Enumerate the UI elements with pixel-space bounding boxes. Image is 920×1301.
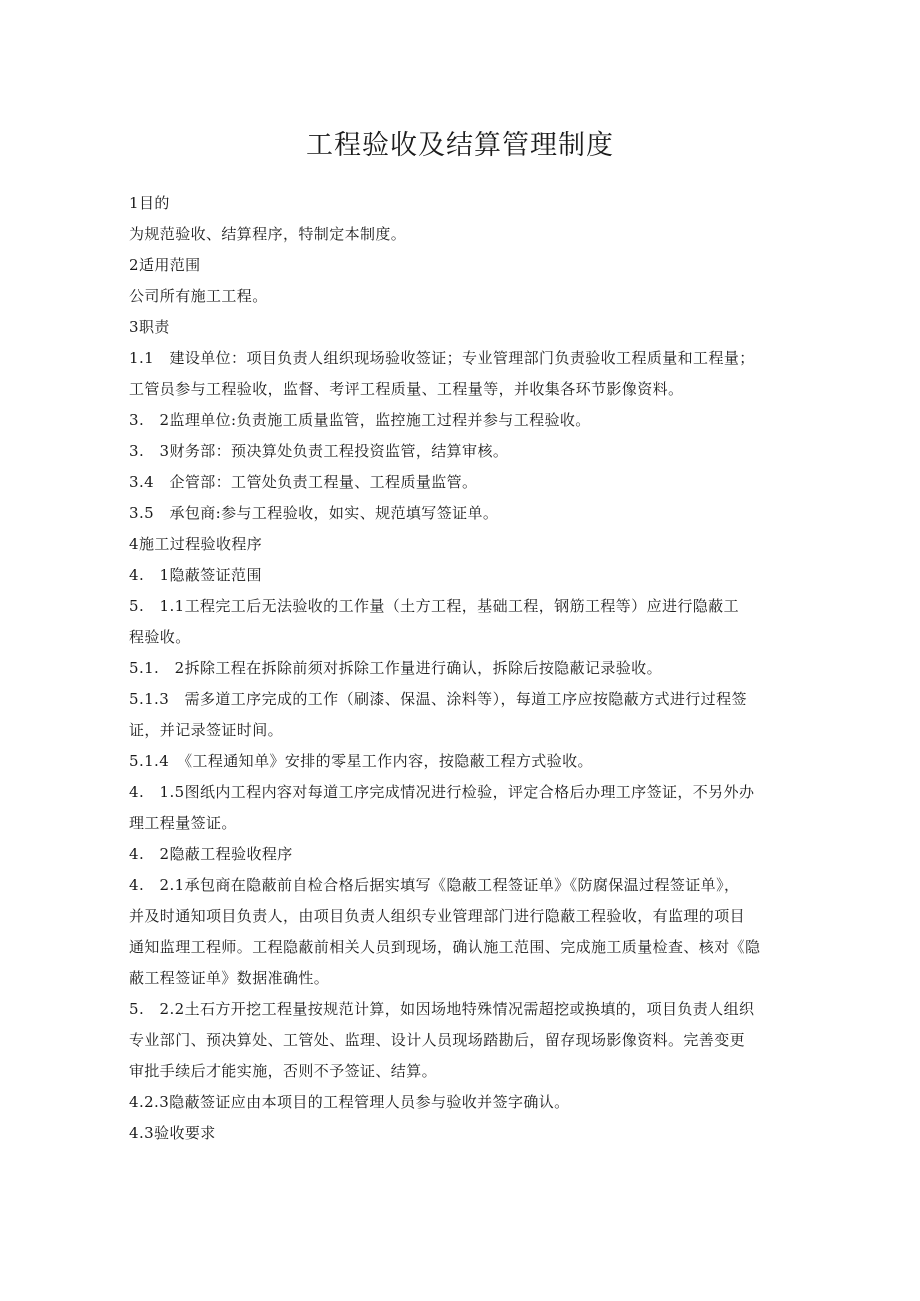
text-line: 3.4 企管部：工管处负责工程量、工程质量监管。 (129, 473, 478, 491)
text-line: 证，并记录签证时间。 (129, 721, 284, 739)
text-line: 审批手续后才能实施，否则不予签证、结算。 (129, 1062, 438, 1080)
text-line: 通知监理工程师。工程隐蔽前相关人员到现场，确认施工范围、完成施工质量检查、核对《隐 (129, 938, 761, 956)
text-line: 4.3验收要求 (129, 1124, 216, 1142)
text-line: 理工程量签证。 (129, 814, 237, 832)
text-line: 1.1 建设单位：项目负责人组织现场验收签证；专业管理部门负责验收工程质量和工程量； (129, 349, 755, 367)
text-line: 4. 1隐蔽签证范围 (129, 566, 262, 584)
text-line: 并及时通知项目负责人，由项目负责人组织专业管理部门进行隐蔽工程验收，有监理的项目 (129, 907, 746, 925)
text-line: 专业部门、预决算处、工管处、监理、设计人员现场踏勘后，留存现场影像资料。完善变更 (129, 1031, 746, 1049)
text-line: 4. 2.1承包商在隐蔽前自检合格后据实填写《隐蔽工程签证单》《防腐保温过程签证单》， (129, 876, 740, 894)
text-line: 3. 2监理单位:负责施工质量监管，监控施工过程并参与工程验收。 (129, 411, 591, 429)
text-line: 2适用范围 (129, 256, 201, 274)
text-line: 3职责 (129, 318, 170, 336)
text-line: 1目的 (129, 194, 170, 212)
text-line: 工管员参与工程验收，监督、考评工程质量、工程量等，并收集各环节影像资料。 (129, 380, 684, 398)
document-title: 工程验收及结算管理制度 (306, 130, 614, 161)
text-line: 3.5 承包商:参与工程验收，如实、规范填写签证单。 (129, 504, 499, 522)
text-line: 4. 2隐蔽工程验收程序 (129, 845, 293, 863)
document-body (129, 188, 829, 1149)
text-line: 5.1.4 《工程通知单》安排的零星工作内容，按隐蔽工程方式验收。 (129, 752, 593, 770)
text-line: 4.2.3隐蔽签证应由本项目的工程管理人员参与验收并签字确认。 (129, 1093, 570, 1111)
text-line: 5. 2.2土石方开挖工程量按规范计算，如因场地特殊情况需超挖或换填的，项目负责人组织 (129, 1000, 755, 1018)
text-line: 5. 1.1工程完工后无法验收的工作量（土方工程，基础工程，钢筋工程等）应进行隐蔽工 (129, 597, 739, 615)
text-line: 蔽工程签证单》数据准确性。 (129, 969, 330, 987)
text-line: 4. 1.5图纸内工程内容对每道工序完成情况进行检验，评定合格后办理工序签证，不另外办 (129, 783, 755, 801)
text-line: 3. 3财务部：预决算处负责工程投资监管，结算审核。 (129, 442, 509, 460)
text-line: 公司所有施工工程。 (129, 287, 268, 305)
text-line: 程验收。 (129, 628, 191, 646)
text-line: 5.1.3 需多道工序完成的工作（刷漆、保温、涂料等），每道工序应按隐蔽方式进行过程签 (129, 690, 747, 708)
text-line: 为规范验收、结算程序，特制定本制度。 (129, 225, 407, 243)
text-line: 5.1. 2拆除工程在拆除前须对拆除工作量进行确认，拆除后按隐蔽记录验收。 (129, 659, 662, 677)
text-line: 4施工过程验收程序 (129, 535, 263, 553)
